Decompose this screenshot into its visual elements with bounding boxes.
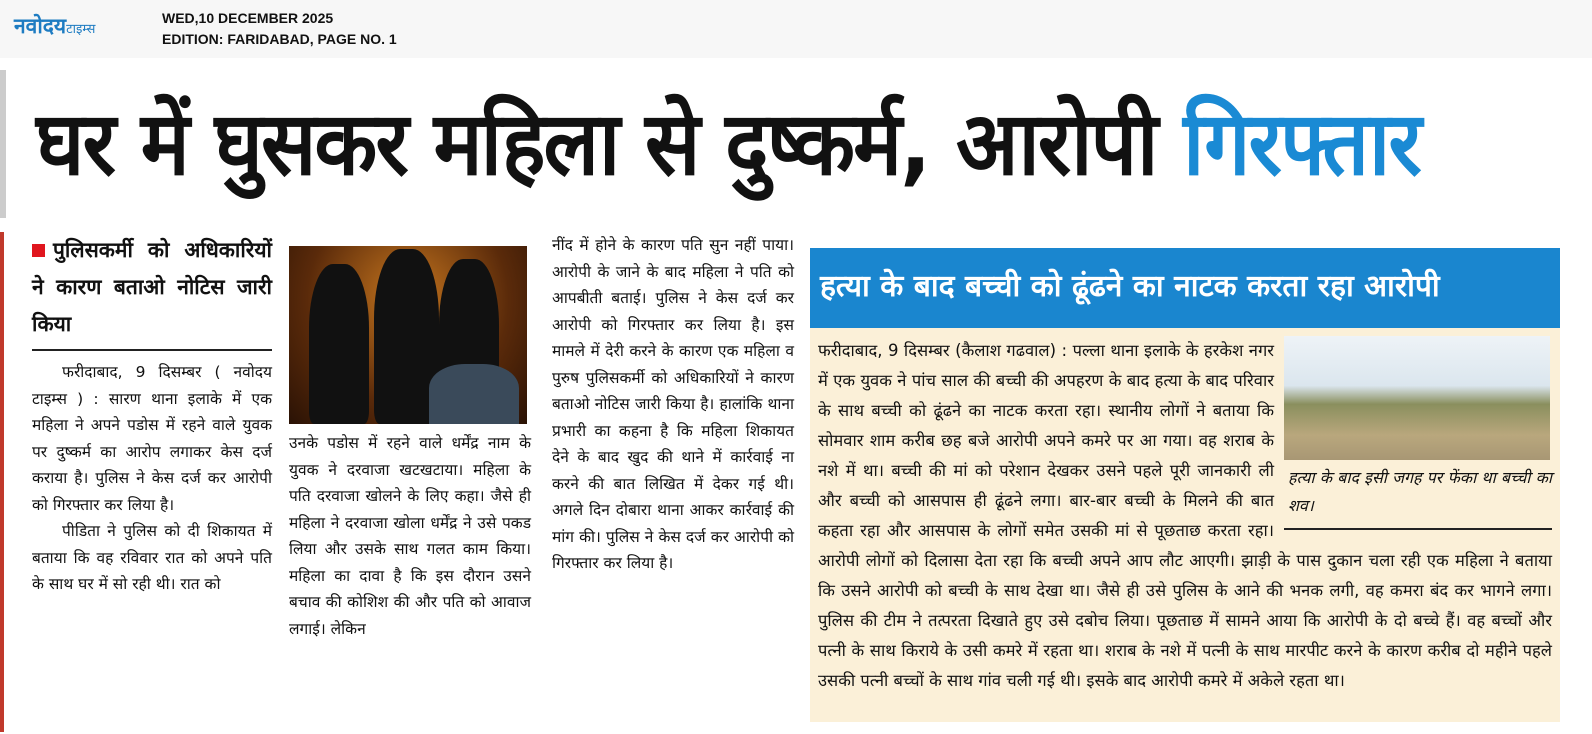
edition-info [162,8,397,50]
article1-paragraph: उनके पडोस में रहने वाले धर्मेंद्र नाम के युवक ने दरवाजा खटखटाया। महिला के पति दरवाजा खोलने के लिए कहा। जैसे ही महिला ने दरवाजा खोला धर्मेंद्र ने उसे पकड लिया और उसके साथ गलत काम किया। महिला का दावा है कि इस दौरान उसने बचाव की कोशिश की और पति को आवाज लगाई। लेकिन [289,434,531,638]
article1-paragraph: नींद में होने के कारण पति सुन नहीं पाया। आरोपी के जाने के बाद महिला ने पति को आपबीती बताई। पुलिस ने केस दर्ज कर आरोपी को गिरफ्तार कर लिया है। इस मामले में देरी करने के कारण एक महिला व पुरुष पुलिसकर्मी को अधिकारियों ने कारण बताओ नोटिस जारी किया है। हालांकि थाना प्रभारी का कहना है कि महिला शिकायत देने के बाद खुद की थाने में कार्रवाई ना करने की बात लिखित में देकर गई थी। अगले दिन दोबारा थाना आकर कार्रवाई की मांग की। पुलिस ने केस दर्ज कर आरोपी को गिरफ्तार कर लिया है। [552,236,794,572]
article-rape-case [0,232,804,732]
crime-scene-photo [1284,336,1550,460]
logo-main: नवोदय [14,14,67,38]
article1-column-1 [32,232,272,598]
article1-paragraph: फरीदाबाद, 9 दिसम्बर ( नवोदय टाइम्स ) : सारण थाना इलाके में एक महिला ने अपने पडोस में रहने वाले युवक पर दुष्कर्म का आरोप लगाकर केस दर्ज कराया है। पुलिस ने केस दर्ज कर आरोपी को गिरफ्तार कर लिया है। [32,363,272,514]
logo-sub: टाइम्स [66,22,96,37]
headline-blue: गिरफ्तार [1183,92,1420,195]
article-child-murder [810,248,1560,722]
article2-text: फरीदाबाद, 9 दिसम्बर (कैलाश गढवाल) : पल्ला थाना इलाके के हरकेश नगर में एक युवक ने पांच साल की बच्ची की अपहरण के बाद हत्या के बाद परिवार के साथ बच्ची को ढूंढने का नाटक करता रहा। स्थानीय लोगों ने बताया कि सोमवार शाम करीब छह बजे आरोपी अपने कमरे पर आ गया। वह शराब के नशे में था। बच्ची की मां को परेशान देखकर उसने पहले पूरी जानकारी ली और बच्ची को आसपास ही ढूंढने लगा। बार-बार बच्ची के मिलने की बात कहता रहा और आसपास के लोगों समेत उसकी मां से पूछताछ करता रहा। आरोपी लोगों को दिलासा देता रहा कि बच्ची अपने आप लौट आएगी। झाड़ी के पास दुकान चला रही एक महिला ने बताया कि उसने आरोपी को बच्ची के साथ देखा था। जैसे ही उसे पुलिस के आने की भनक लगी, वह कमरा बंद कर भागने लगा। पुलिस की टीम ने तत्परता दिखाते हुए उसे दबोच लिया। पूछताछ में सामने आया कि आरोपी के दो बच्चे हैं। वह बच्चों और पत्नी के साथ किराये के उसी कमरे में रहता था। शराब के नशे में पत्नी के साथ मारपीट करने के कारण करीब दो महीने पहले उसकी पत्नी बच्चों के साथ गांव चली गई थी। इसके बाद आरोपी कमरे में अकेले रहता था। [818,341,1552,690]
silhouette-photo [289,246,527,424]
photo-caption: हत्या के बाद इसी जगह पर फेंका था बच्ची का शव। [1284,460,1552,530]
article2-body [810,328,1560,696]
newspaper-logo [14,12,95,40]
headline-black: घर में घुसकर महिला से दुष्कर्म, आरोपी [36,92,1157,195]
article1-subheading [32,232,272,351]
main-headline [0,70,1592,218]
subheading-text: पुलिसकर्मी को अधिकारियों ने कारण बताओ नोटिस जारी किया [32,238,272,336]
article1-column-3 [552,232,794,577]
article1-column-2 [289,232,531,642]
edition-page: EDITION: FARIDABAD, PAGE NO. 1 [162,31,397,47]
article1-paragraph: पीडिता ने पुलिस को दी शिकायत में बताया कि वह रविवार रात को अपने पति के साथ घर में सो रही थी। रात को [32,522,272,593]
red-square-bullet-icon [32,244,45,257]
masthead-bar [0,0,1592,58]
edition-date: WED,10 DECEMBER 2025 [162,10,334,26]
article2-figure [1284,336,1552,530]
article2-title: हत्या के बाद बच्ची को ढूंढने का नाटक करता रहा आरोपी [810,248,1560,328]
